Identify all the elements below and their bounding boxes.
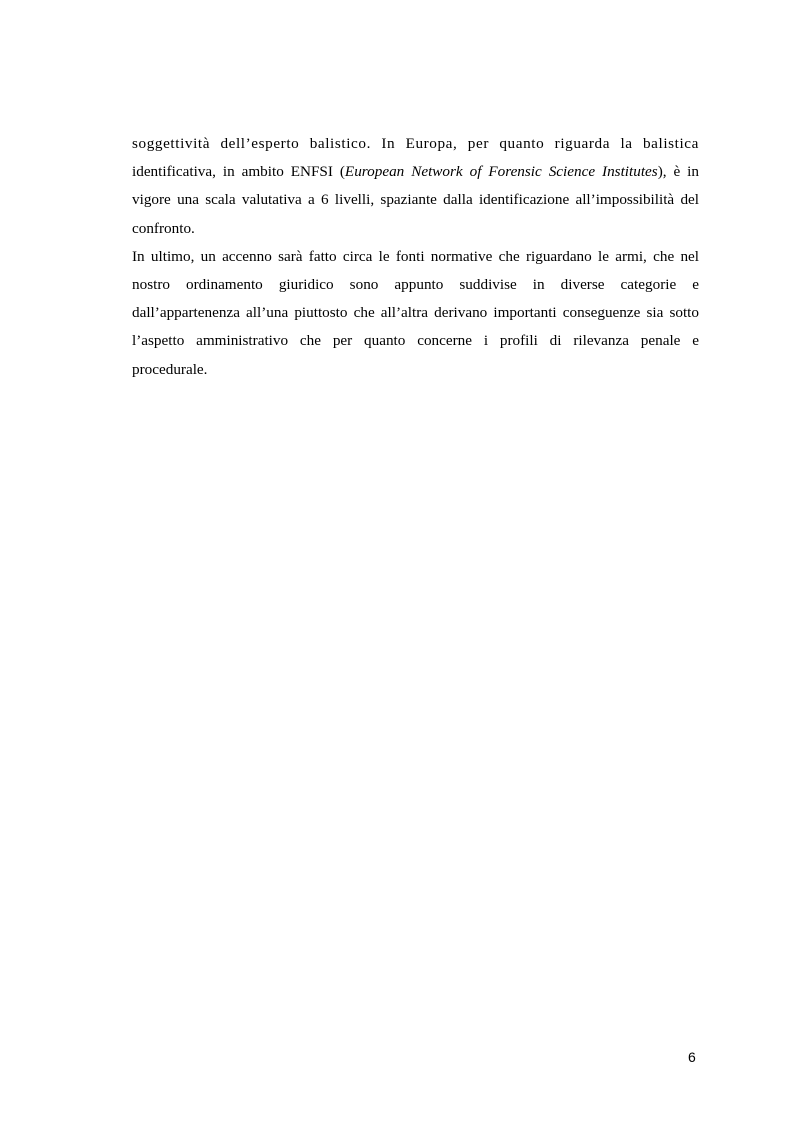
text-line <box>132 299 699 327</box>
text-line <box>132 186 699 214</box>
body-text <box>132 130 699 384</box>
text-line <box>132 356 699 384</box>
text-line <box>132 215 699 243</box>
text-segment: In ultimo, un accenno sarà fatto circa le fonti normative che riguardano le armi, che nel <box>132 247 699 265</box>
text-segment: l’aspetto amministrativo che per quanto concerne i profili di rilevanza penale e <box>132 332 699 350</box>
text-segment: identificativa, in ambito ENFSI ( <box>132 163 345 181</box>
text-segment: confronto. <box>132 219 195 237</box>
text-segment: soggettività dell’esperto balistico. In Europa, per quanto riguarda la balistica <box>132 135 699 152</box>
text-segment: vigore una scala valutativa a 6 livelli, spaziante dalla identificazione all’impossibilità del <box>132 191 699 209</box>
text-line <box>132 158 699 186</box>
text-segment: procedurale. <box>132 360 208 378</box>
text-segment: ), è in <box>657 163 699 181</box>
page-number: 6 <box>688 1049 696 1065</box>
text-line <box>132 130 699 158</box>
text-line <box>132 327 699 355</box>
italic-segment: European Network of Forensic Science Institutes <box>344 163 658 181</box>
text-segment: nostro ordinamento giuridico sono appunto suddivise in diverse categorie e <box>132 275 699 293</box>
text-line <box>132 243 699 271</box>
text-segment: dall’appartenenza all’una piuttosto che all’altra derivano importanti conseguenze sia sotto <box>132 304 699 322</box>
text-line <box>132 271 699 299</box>
